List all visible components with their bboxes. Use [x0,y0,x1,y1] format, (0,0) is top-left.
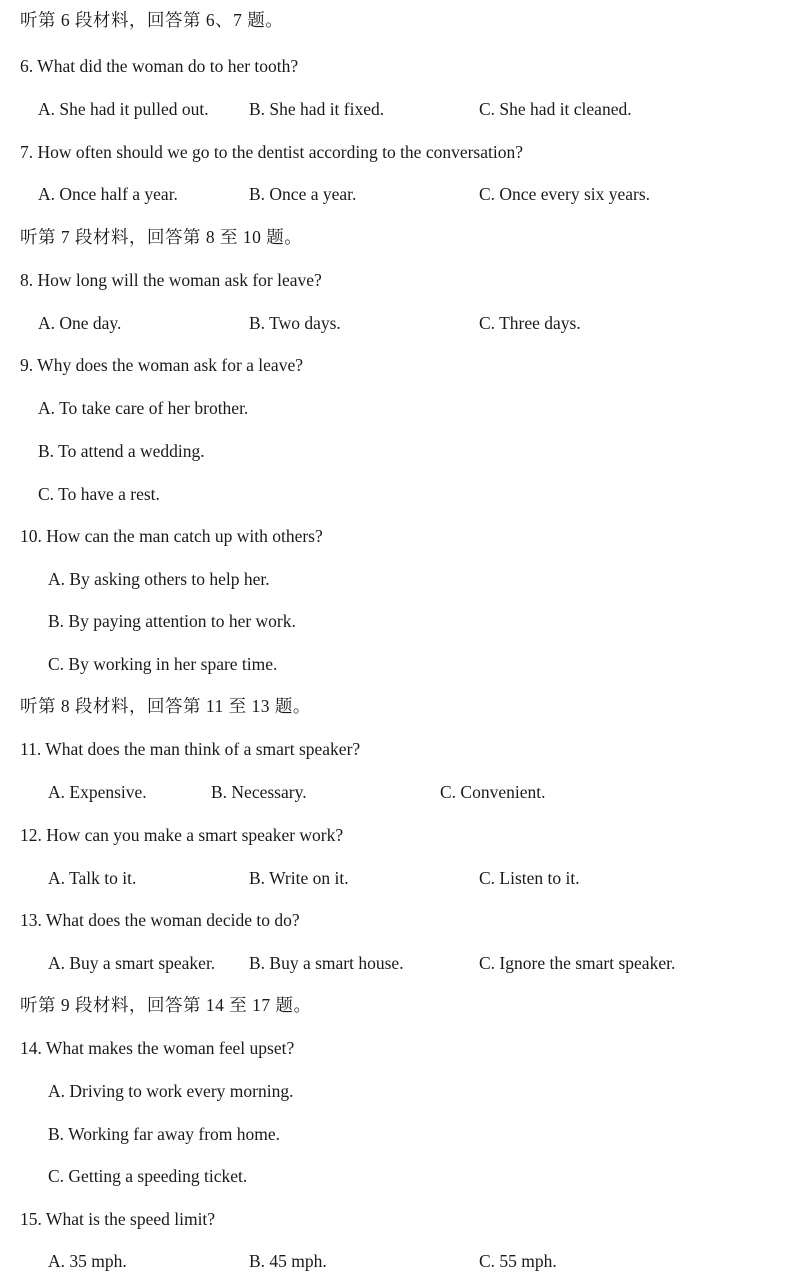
option-11a: A. Expensive. [48,782,147,802]
section-header-6: 听第 6 段材料，回答第 6、7 题。 [20,10,284,30]
option-9c: C. To have a rest. [38,484,160,504]
option-14c: C. Getting a speeding ticket. [48,1166,248,1186]
question-8: 8. How long will the woman ask for leave? [20,270,322,290]
section-header-8: 听第 8 段材料，回答第 11 至 13 题。 [20,696,311,716]
option-13a: A. Buy a smart speaker. [48,953,216,973]
options-row-6 [0,95,794,123]
options-row-13 [0,949,794,977]
question-10: 10. How can the man catch up with others? [20,526,323,546]
options-row-15 [0,1247,794,1275]
option-14b: B. Working far away from home. [48,1124,281,1144]
option-7c: C. Once every six years. [479,184,651,204]
option-11c: C. Convenient. [440,782,546,802]
option-15c: C. 55 mph. [479,1251,557,1271]
section-header-9: 听第 9 段材料，回答第 14 至 17 题。 [20,995,312,1015]
option-14a: A. Driving to work every morning. [48,1081,294,1101]
question-14: 14. What makes the woman feel upset? [20,1038,295,1058]
option-8b: B. Two days. [249,313,341,333]
option-6b: B. She had it fixed. [249,99,385,119]
option-13b: B. Buy a smart house. [249,953,404,973]
options-row-11 [0,778,794,806]
question-13: 13. What does the woman decide to do? [20,910,300,930]
option-8c: C. Three days. [479,313,581,333]
option-10a: A. By asking others to help her. [48,569,270,589]
option-6a: A. She had it pulled out. [38,99,209,119]
question-11: 11. What does the man think of a smart speaker? [20,739,361,759]
option-7b: B. Once a year. [249,184,357,204]
option-9a: A. To take care of her brother. [38,398,249,418]
option-15b: B. 45 mph. [249,1251,327,1271]
options-row-7 [0,180,794,208]
option-10b: B. By paying attention to her work. [48,611,296,631]
question-7: 7. How often should we go to the dentist according to the conversation? [20,142,524,162]
option-12a: A. Talk to it. [48,868,137,888]
question-15: 15. What is the speed limit? [20,1209,216,1229]
option-12c: C. Listen to it. [479,868,580,888]
option-13c: C. Ignore the smart speaker. [479,953,676,973]
question-9: 9. Why does the woman ask for a leave? [20,355,303,375]
option-8a: A. One day. [38,313,122,333]
options-row-12 [0,864,794,892]
options-row-8 [0,309,794,337]
option-15a: A. 35 mph. [48,1251,127,1271]
option-6c: C. She had it cleaned. [479,99,632,119]
option-10c: C. By working in her spare time. [48,654,278,674]
section-header-7: 听第 7 段材料，回答第 8 至 10 题。 [20,227,303,247]
question-6: 6. What did the woman do to her tooth? [20,56,299,76]
option-12b: B. Write on it. [249,868,349,888]
question-12: 12. How can you make a smart speaker work? [20,825,344,845]
option-9b: B. To attend a wedding. [38,441,205,461]
option-11b: B. Necessary. [211,782,307,802]
option-7a: A. Once half a year. [38,184,178,204]
